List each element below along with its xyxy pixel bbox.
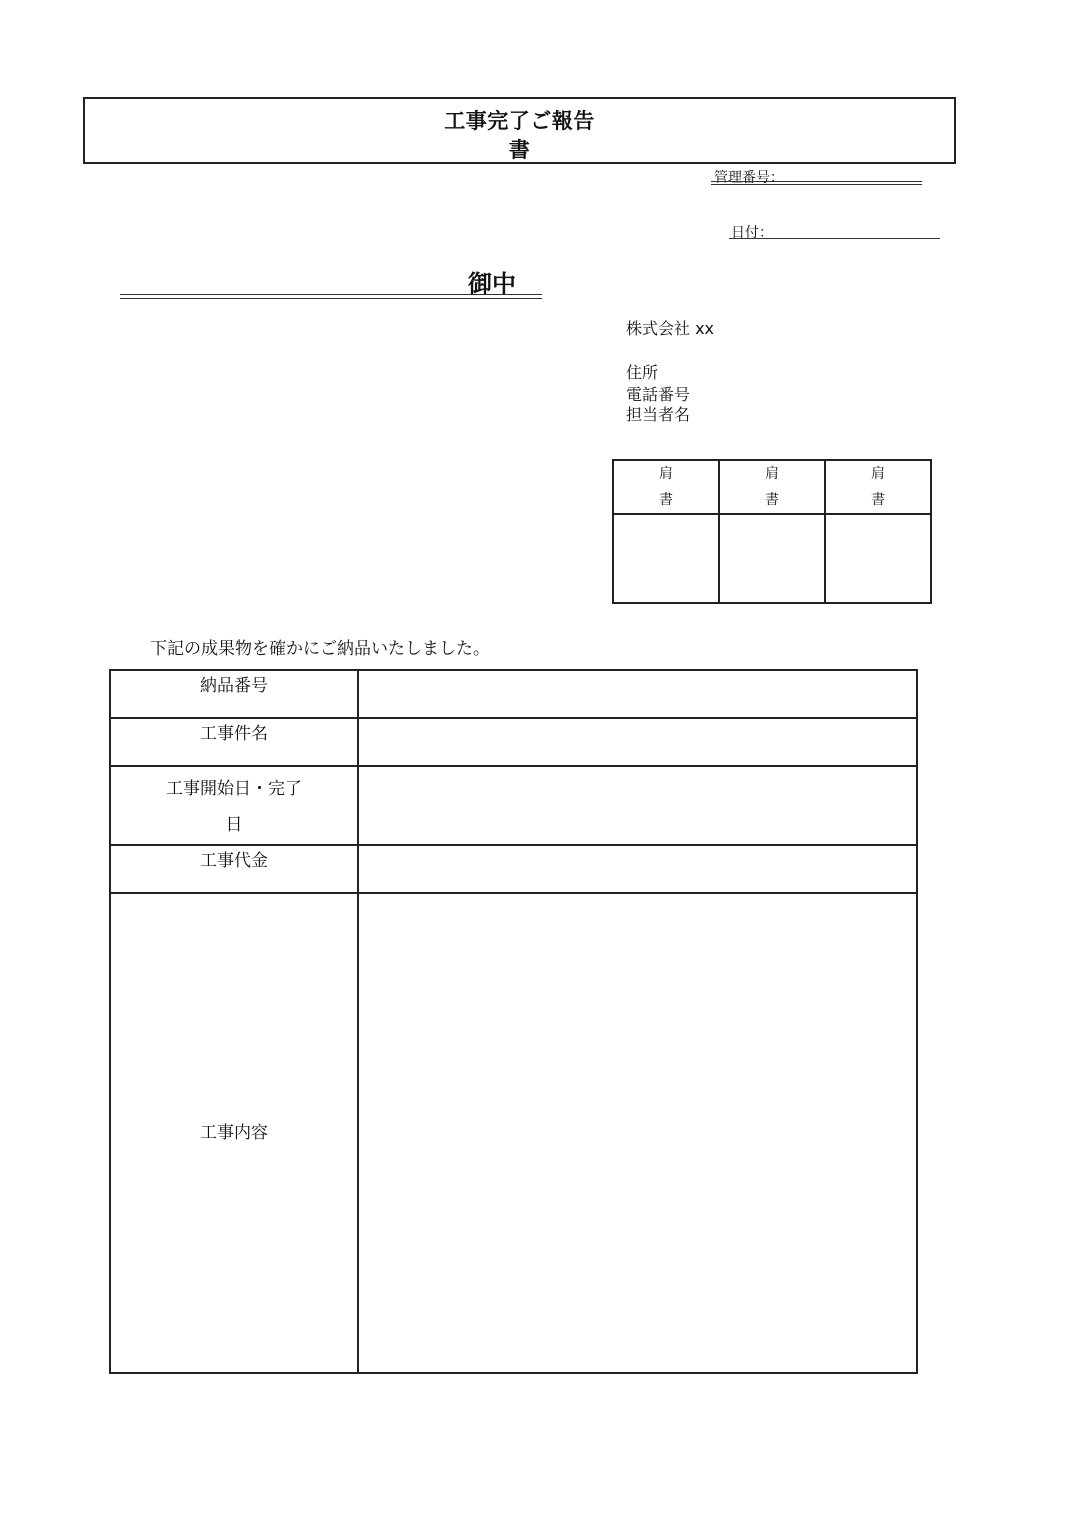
title-line-2: 書 (508, 138, 531, 162)
management-number-label: 管理番号： (714, 170, 784, 186)
stamp-header-line-1: 肩 (659, 466, 673, 482)
project-name-value[interactable] (358, 718, 917, 766)
management-number-field[interactable] (711, 181, 922, 185)
table-row (110, 845, 917, 893)
period-label-line-1: 工事開始日・完了 (166, 779, 302, 799)
document-title (430, 107, 610, 165)
table-row (110, 893, 917, 1373)
stamp-header-cell (719, 460, 825, 514)
table-row (110, 670, 917, 718)
stamp-header-row (613, 460, 931, 514)
stamp-header-line-2: 書 (659, 492, 673, 508)
recipient-suffix: 御中 (468, 270, 516, 298)
stamp-header-cell (613, 460, 719, 514)
delivery-number-label: 納品番号 (110, 670, 358, 718)
company-name: 株式会社 xx (626, 319, 715, 338)
contents-value[interactable] (358, 893, 917, 1373)
stamp-header-line-1: 肩 (871, 466, 885, 482)
detail-table (109, 669, 918, 1374)
date-label: 日付： (731, 225, 773, 241)
stamp-header-line-2: 書 (765, 492, 779, 508)
stamp-table (612, 459, 932, 604)
stamp-header-line-1: 肩 (765, 466, 779, 482)
title-line-1: 工事完了ご報告 (444, 109, 595, 133)
company-address-label: 住所 (626, 363, 659, 382)
table-row (110, 718, 917, 766)
stamp-header-cell (825, 460, 931, 514)
delivery-number-value[interactable] (358, 670, 917, 718)
project-name-label: 工事件名 (110, 718, 358, 766)
title-box (83, 97, 956, 164)
stamp-box[interactable] (825, 514, 931, 603)
period-label (110, 766, 358, 845)
table-row (110, 766, 917, 845)
stamp-box-row (613, 514, 931, 603)
price-label: 工事代金 (110, 845, 358, 893)
price-value[interactable] (358, 845, 917, 893)
stamp-header-line-2: 書 (871, 492, 885, 508)
date-field[interactable] (729, 238, 940, 239)
contents-label: 工事内容 (110, 893, 358, 1373)
company-phone-label: 電話番号 (626, 385, 691, 404)
period-label-line-2: 日 (225, 815, 243, 835)
period-value[interactable] (358, 766, 917, 845)
company-contact-label: 担当者名 (626, 405, 691, 424)
intro-text: 下記の成果物を確かにご納品いたしました。 (150, 639, 490, 659)
stamp-box[interactable] (719, 514, 825, 603)
stamp-box[interactable] (613, 514, 719, 603)
